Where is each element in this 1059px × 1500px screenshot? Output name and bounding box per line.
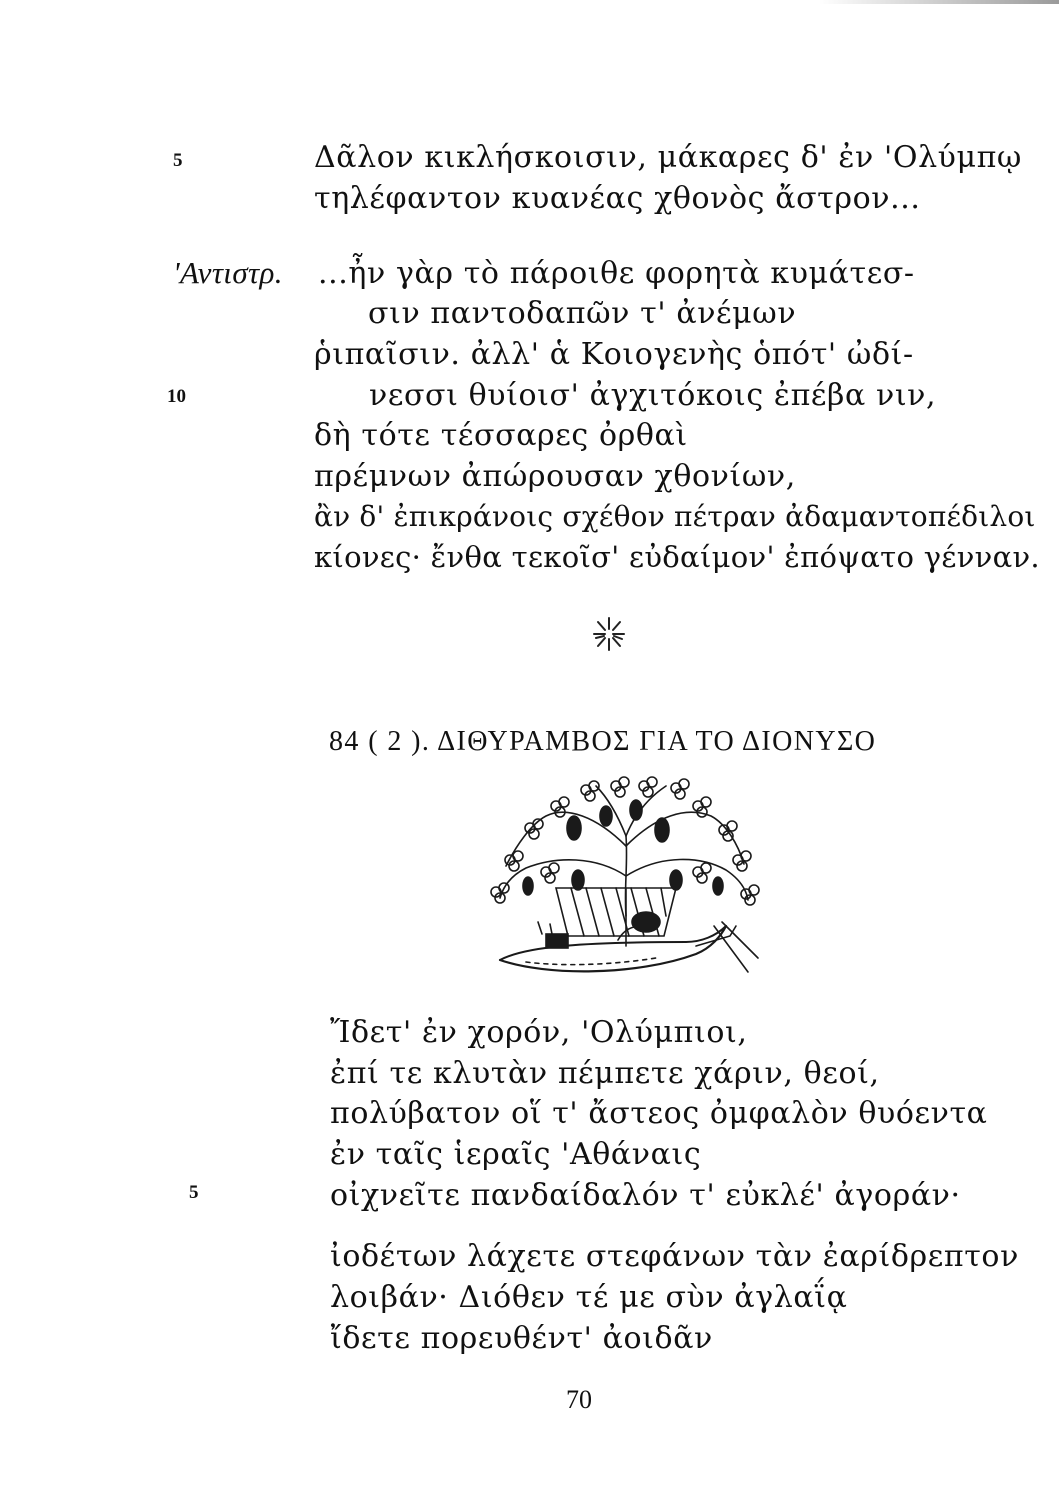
dithyramb-line-6: ἰοδέτων λάχετε στεφάνων τὰν ἐαρίδρεπτον bbox=[330, 1239, 1019, 1274]
antistrophe-line-6: πρέμνων ἀπώρουσαν χθονίων, bbox=[314, 459, 796, 494]
verse-line-2: τηλέφαντον κυανέας χθονὸς ἄστρον... bbox=[314, 181, 921, 216]
antistrophe-line-3: ῥιπαῖσιν. ἀλλ' ἁ Κοιογενὴς ὁπότ' ὠδί- bbox=[314, 337, 914, 372]
dithyramb-line-8: ἴδετε πορευθέντ' ἀοιδᾶν bbox=[330, 1321, 713, 1356]
page-number: 70 bbox=[566, 1385, 592, 1414]
dithyramb-line-4: ἐν ταῖς ἱεραῖς 'Αθάναις bbox=[330, 1137, 702, 1172]
dionysus-ship-vine-icon bbox=[486, 776, 766, 982]
section-heading: 84 ( 2 ). ΔΙΘΥΡΑΜΒΟΣ ΓΙΑ ΤΟ ΔΙΟΝΥΣΟ bbox=[329, 726, 877, 757]
line-number-10: 10 bbox=[167, 386, 186, 407]
dithyramb-line-5: οἰχνεῖτε πανδαίδαλόν τ' εὐκλέ' ἀγοράν· bbox=[330, 1178, 961, 1213]
antistrophe-line-8: κίονες· ἔνθα τεκοῖσ' εὐδαίμον' ἐπόψατο γένναν. bbox=[314, 540, 1040, 574]
star-ornament-icon bbox=[592, 616, 626, 652]
scan-edge-rule bbox=[819, 0, 1059, 4]
verse-line-1: Δᾶλον κικλήσκοισιν, μάκαρες δ' ἐν 'Ολύμπῳ bbox=[314, 140, 1022, 175]
antistrophe-line-2: σιν παντοδαπῶν τ' ἀνέμων bbox=[368, 296, 797, 331]
line-number-5-stanza-one: 5 bbox=[173, 150, 183, 171]
antistrophe-label: 'Αντιστρ. bbox=[173, 255, 283, 290]
antistrophe-line-1: ...ἦν γὰρ τὸ πάροιθε φορητὰ κυμάτεσ- bbox=[318, 256, 915, 291]
dithyramb-line-3: πολύβατον οἵ τ' ἄστεος ὀμφαλὸν θυόεντα bbox=[330, 1096, 988, 1131]
antistrophe-line-7: ἂν δ' ἐπικράνοις σχέθον πέτραν ἀδαμαντοπέδιλοι bbox=[314, 500, 1036, 533]
dithyramb-line-1: Ἴδετ' ἐν χορόν, 'Ολύμπιοι, bbox=[330, 1015, 748, 1050]
dithyramb-line-7: λοιβάν· Διόθεν τέ με σὺν ἀγλαΐᾳ bbox=[330, 1280, 848, 1315]
antistrophe-line-5: δὴ τότε τέσσαρες ὀρθαὶ bbox=[314, 418, 688, 453]
line-number-5-dithyramb: 5 bbox=[189, 1182, 199, 1203]
antistrophe-line-4: νεσσι θυίοισ' ἀγχιτόκοις ἐπέβα νιν, bbox=[369, 378, 937, 413]
dithyramb-line-2: ἐπί τε κλυτὰν πέμπετε χάριν, θεοί, bbox=[330, 1056, 880, 1091]
